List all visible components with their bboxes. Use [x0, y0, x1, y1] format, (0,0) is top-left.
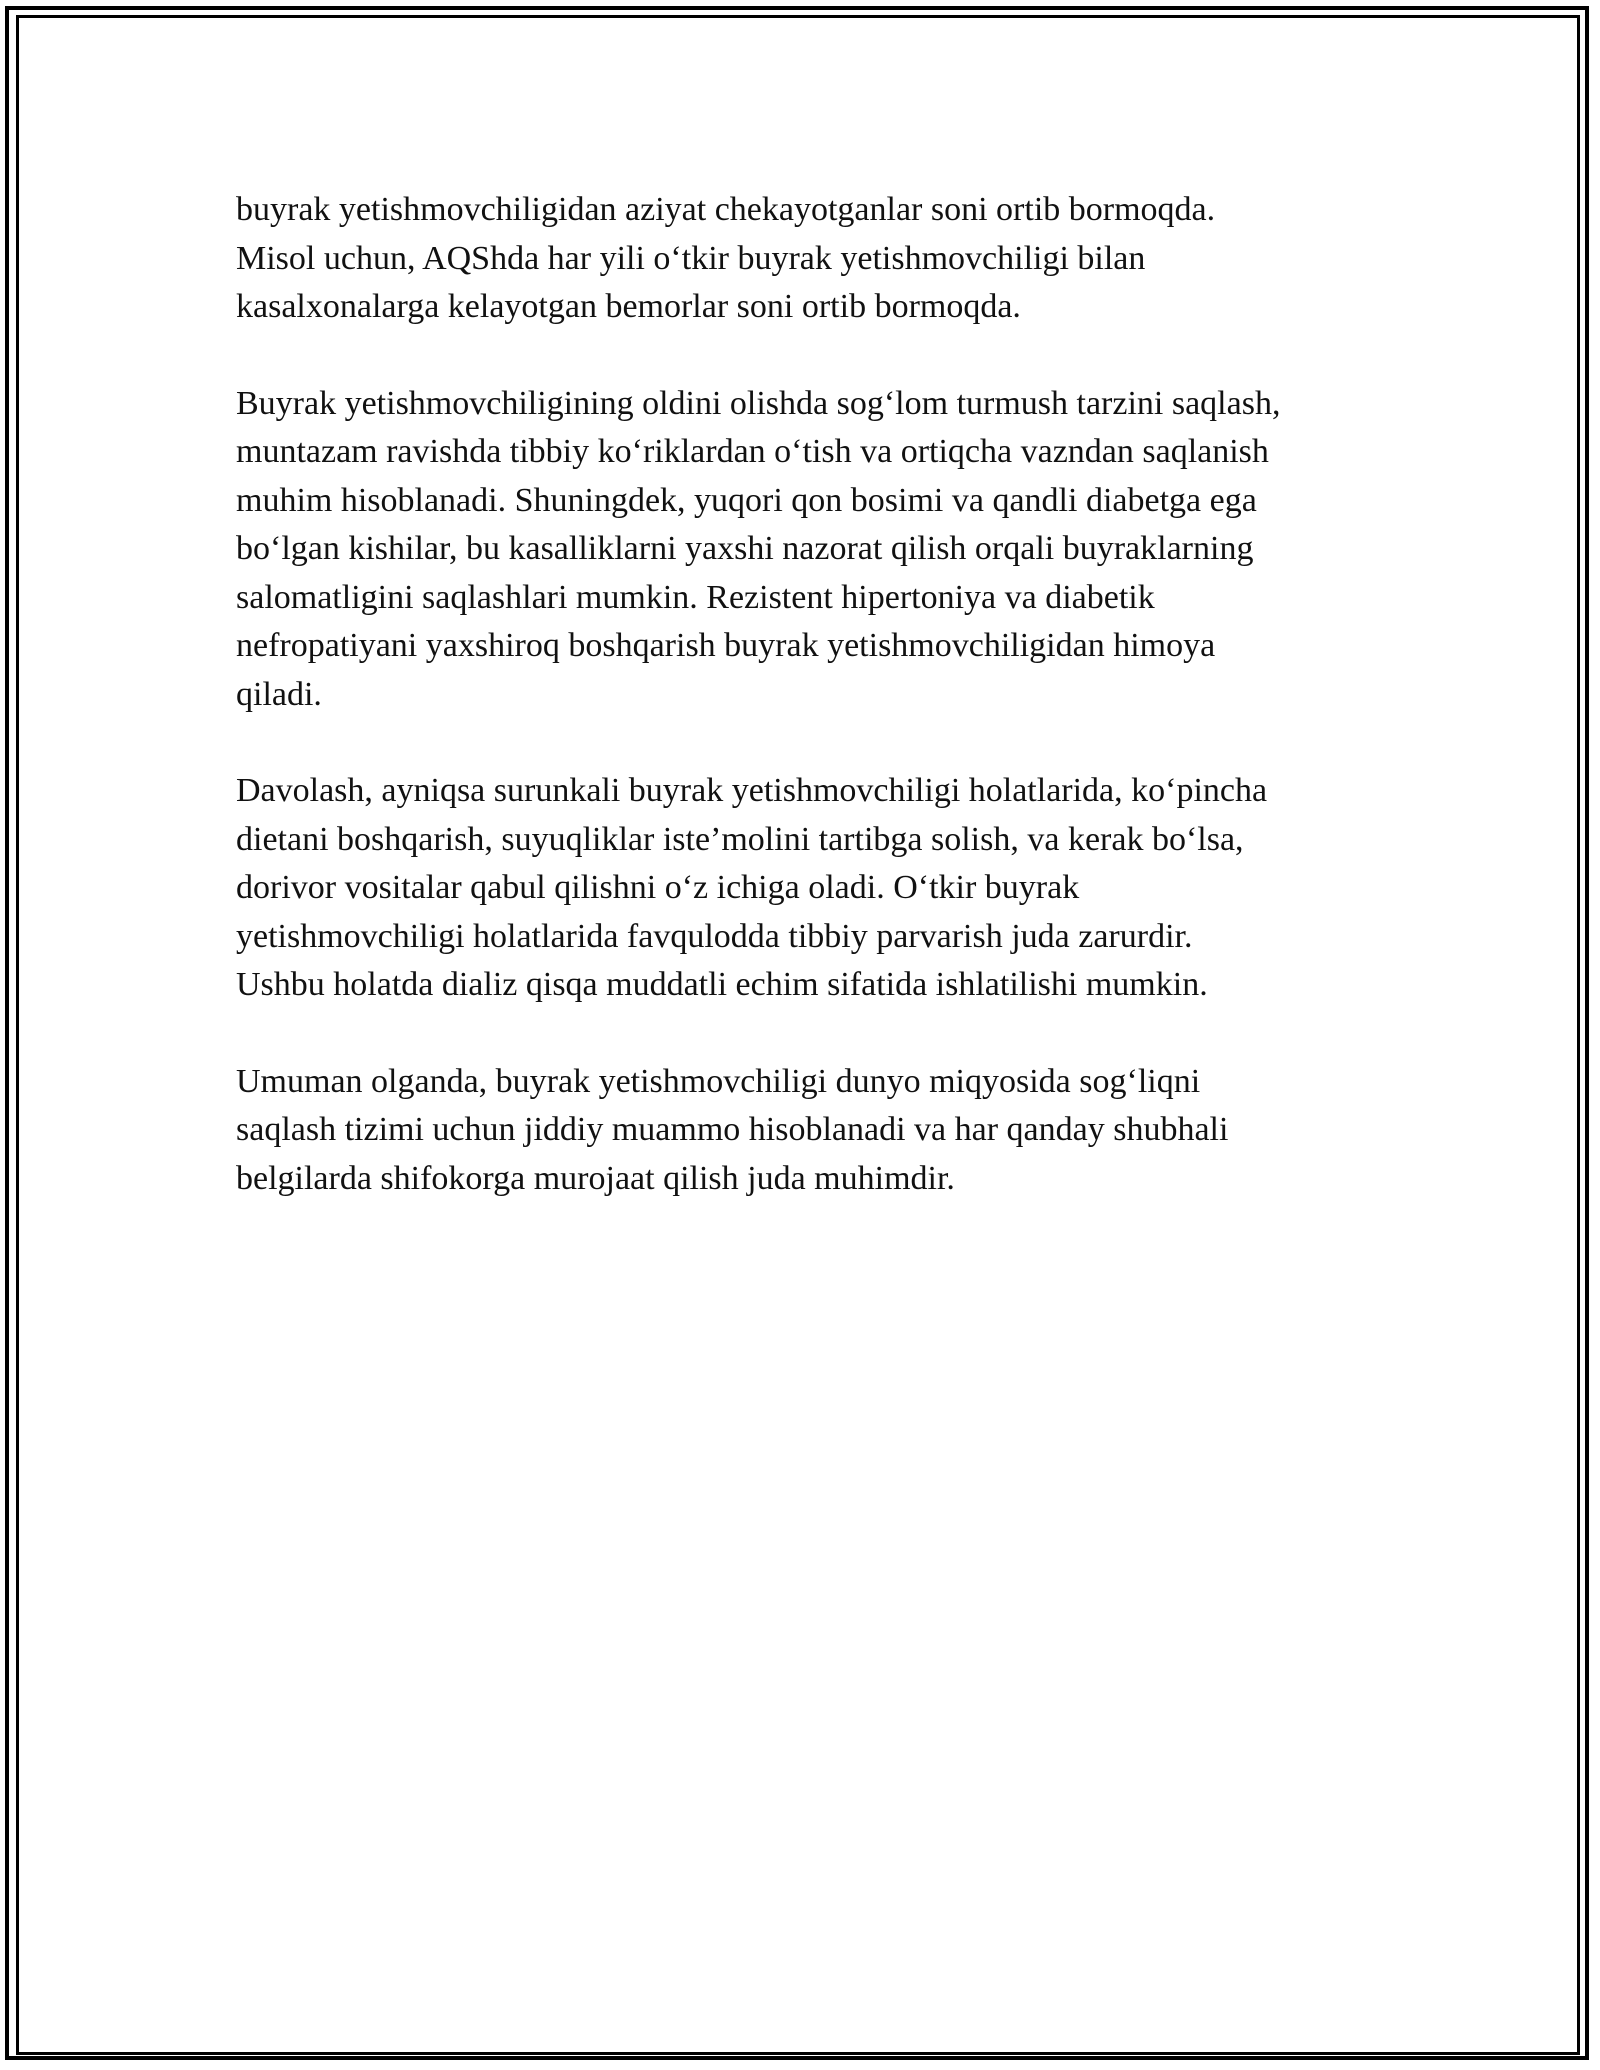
- paragraph-1: buyrak yetishmovchiligidan aziyat chekayotganlar soni ortib bormoqda. Misol uchun, AQShda har yili o‘tkir buyrak yetishmovchiligi bilan kasalxonalarga kelayotgan bemorlar soni ortib bormoqda.: [236, 191, 1216, 325]
- document-body: [236, 186, 1376, 1251]
- paragraph-4: Umuman olganda, buyrak yetishmovchiligi dunyo miqyosida sog‘liqni saqlash tizimi uchun jiddiy muammo hisoblanadi va har qanday shubhali belgilarda shifokorga murojaat qilish juda muhimdir.: [236, 1062, 1229, 1197]
- paragraph-3: Davolash, ayniqsa surunkali buyrak yetishmovchiligi holatlarida, ko‘pincha dietani boshqarish, suyuqliklar iste’molini tartibga solish, va kerak bo‘lsa, dorivor vositalar qabul qilishni o‘z ichiga oladi. O‘tkir buyrak yetishmovchiligi holatlarida favqulodda tibbiy parvarish juda zarurdir. Ushbu holatda dializ qisqa muddatli echim sifatida ishlatilishi mumkin.: [236, 772, 1268, 1003]
- paragraph-2: Buyrak yetishmovchiligining oldini olishda sog‘lom turmush tarzini saqlash, muntazam ravishda tibbiy ko‘riklardan o‘tish va ortiqcha vazndan saqlanish muhim hisoblanadi. Shuningdek, yuqori qon bosimi va qandli diabetga ega bo‘lgan kishilar, bu kasalliklarni yaxshi nazorat qilish orqali buyraklarning salomatligini saqlashlari mumkin. Rezistent hipertoniya va diabetik nefropatiyani yaxshiroq boshqarish buyrak yetishmovchiligidan himoya qiladi.: [236, 384, 1281, 713]
